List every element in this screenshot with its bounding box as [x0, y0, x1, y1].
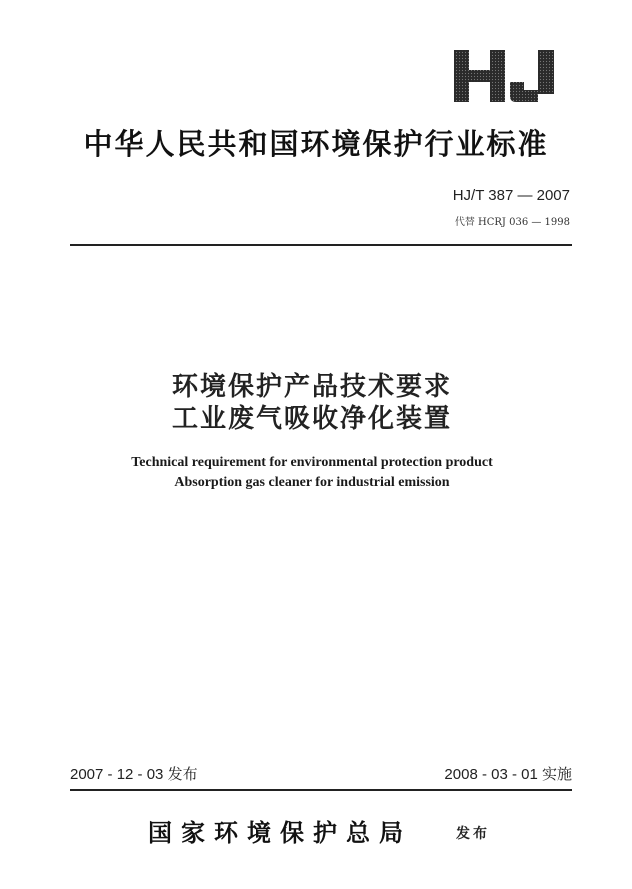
- publisher-name: 国家环境保护总局: [148, 818, 412, 847]
- publish-label: 发布: [456, 826, 490, 842]
- hj-logo: [452, 48, 558, 104]
- standard-number: HJ/T 387 — 2007: [452, 187, 570, 204]
- replaces-standard: 代替 HCRJ 036 — 1998: [454, 217, 570, 228]
- title-cn-line1: 环境保护产品技术要求: [171, 372, 452, 402]
- effective-date: 2008 - 03 - 01 实施: [444, 766, 572, 783]
- title-en-line2: Absorption gas cleaner for industrial emission: [174, 475, 450, 490]
- hj-logo-graphic: [452, 48, 558, 104]
- title-en-line1: Technical requirement for environmental protection product: [131, 455, 493, 470]
- issue-date: 2007 - 12 - 03 发布: [70, 766, 198, 783]
- footer-divider: [70, 789, 572, 791]
- standard-category-title: 中华人民共和国环境保护行业标准: [83, 127, 549, 161]
- title-cn-line2: 工业废气吸收净化装置: [171, 404, 452, 434]
- header-divider: [70, 244, 572, 246]
